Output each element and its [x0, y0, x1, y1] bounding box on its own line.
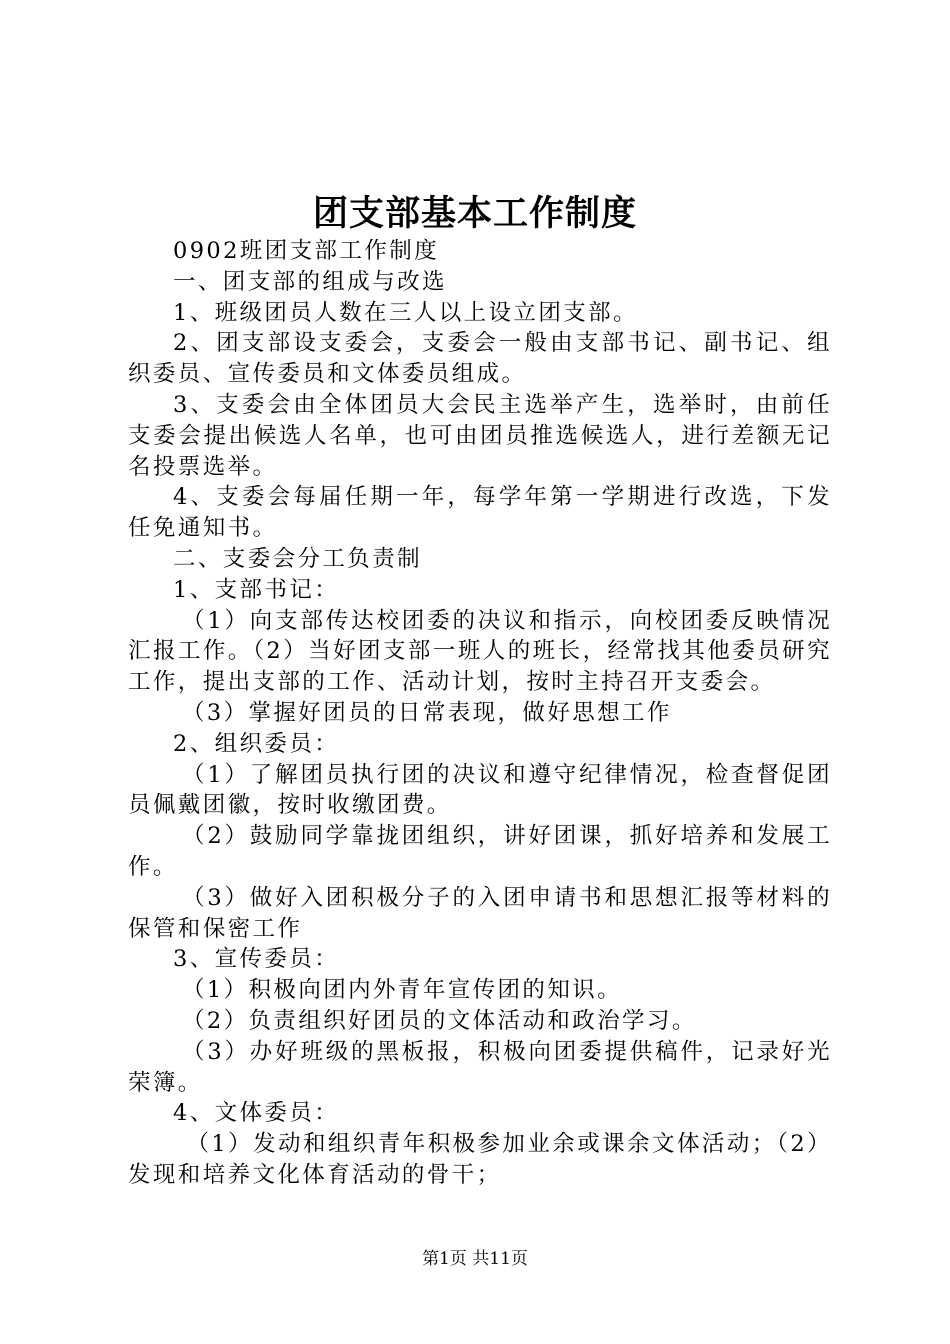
- paragraph: 1、支部书记：: [173, 576, 340, 603]
- paragraph: （1）了解团员执行团的决议和遵守纪律情况，检查督促团员佩戴团徽，按时收缴团费。: [128, 761, 832, 819]
- paragraph: （1）积极向团内外青年宣传团的知识。: [182, 977, 623, 1004]
- page-number-footer: 第1页 共11页: [422, 1249, 528, 1269]
- paragraph: （1）向支部传达校团委的决议和指示，向校团委反映情况汇报工作。（2）当好团支部一班人的班长，经常找其他委员研究工作，提出支部的工作、活动计划，按时主持召开支委会。: [128, 607, 832, 696]
- paragraph: （2）负责组织好团员的文体活动和政治学习。: [182, 1007, 697, 1034]
- paragraph: 3、宣传委员：: [173, 946, 340, 973]
- paragraph: 4、文体委员：: [173, 1100, 340, 1127]
- document-body: [128, 236, 832, 1191]
- paragraph: （3）办好班级的黑板报，积极向团委提供稿件，记录好光荣簿。: [128, 1038, 832, 1096]
- document-title: 团支部基本工作制度: [312, 193, 637, 234]
- paragraph: 3、支委会由全体团员大会民主选举产生，选举时，由前任支委会提出候选人名单，也可由团员推选候选人，进行差额无记名投票选举。: [128, 391, 832, 480]
- paragraph: 4、支委会每届任期一年，每学年第一学期进行改选，下发任免通知书。: [128, 484, 832, 542]
- paragraph: （3）掌握好团员的日常表现，做好思想工作: [182, 699, 672, 726]
- paragraph: 2、组织委员：: [173, 730, 340, 757]
- paragraph: 一、团支部的组成与改选: [173, 268, 447, 295]
- paragraph: （1）发动和组织青年积极参加业余或课余文体活动；（2）发现和培养文化体育活动的骨干；: [128, 1131, 832, 1188]
- paragraph: （3）做好入团积极分子的入团申请书和思想汇报等材料的保管和保密工作: [128, 884, 832, 942]
- paragraph: （2）鼓励同学靠拢团组织，讲好团课，抓好培养和发展工作。: [128, 823, 832, 880]
- paragraph: 0902班团支部工作制度: [173, 238, 440, 264]
- paragraph: 二、支委会分工负责制: [173, 545, 423, 572]
- paragraph: 2、团支部设支委会，支委会一般由支部书记、副书记、组织委员、宣传委员和文体委员组成。: [128, 330, 832, 388]
- paragraph: 1、班级团员人数在三人以上设立团支部。: [173, 299, 638, 326]
